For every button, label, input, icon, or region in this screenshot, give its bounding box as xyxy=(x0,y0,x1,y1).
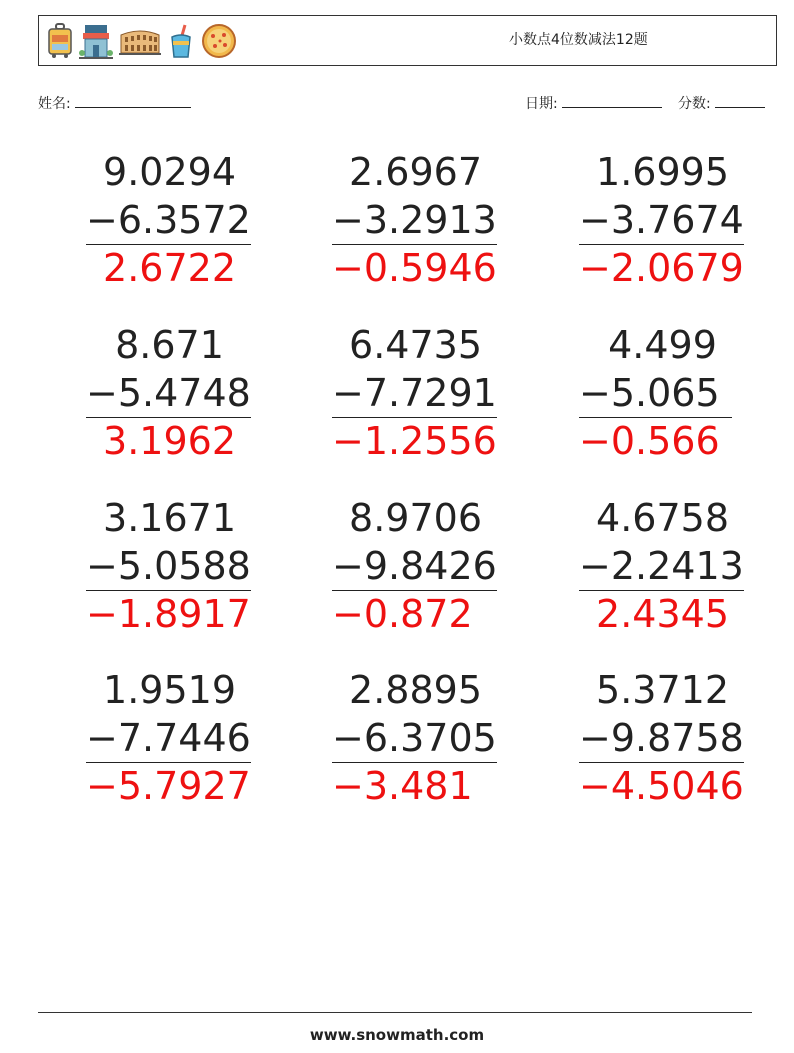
worksheet-title: 小数点4位数减法12题 xyxy=(509,32,648,48)
minuend: 5.3712 xyxy=(596,668,729,712)
minuend: 4.6758 xyxy=(596,496,729,540)
answer: 3.1962 xyxy=(103,419,236,463)
answer: −1.2556 xyxy=(332,419,497,463)
minuend: 2.6967 xyxy=(349,150,482,194)
shop-icon xyxy=(79,23,113,59)
problem-2 xyxy=(332,148,497,292)
answer: −2.0679 xyxy=(579,246,744,290)
subtrahend: −2.2413 xyxy=(579,542,744,591)
header-icons xyxy=(47,22,237,60)
date-label: 日期: xyxy=(525,96,558,112)
subtrahend: −6.3705 xyxy=(332,714,497,763)
subtrahend: −5.065 xyxy=(579,369,732,418)
subtrahend: −7.7291 xyxy=(332,369,497,418)
minuend: 6.4735 xyxy=(349,323,482,367)
name-label: 姓名: xyxy=(38,96,71,112)
minuend: 8.9706 xyxy=(349,496,482,540)
answer: −5.7927 xyxy=(86,764,251,808)
problem-12 xyxy=(579,666,744,810)
subtrahend: −5.4748 xyxy=(86,369,251,418)
date-field xyxy=(525,92,662,114)
problem-4 xyxy=(86,321,251,465)
footer-site: www.snowmath.com xyxy=(309,1026,485,1044)
colosseum-icon xyxy=(119,27,161,55)
answer: 2.6722 xyxy=(103,246,236,290)
date-line[interactable] xyxy=(562,92,662,108)
suitcase-icon xyxy=(47,23,73,59)
footer-divider xyxy=(38,1012,752,1013)
answer: −0.566 xyxy=(579,419,732,463)
minuend: 2.8895 xyxy=(349,668,482,712)
subtrahend: −5.0588 xyxy=(86,542,251,591)
problem-8 xyxy=(332,494,497,638)
subtrahend: −3.2913 xyxy=(332,196,497,245)
subtrahend: −3.7674 xyxy=(579,196,744,245)
problem-5 xyxy=(332,321,497,465)
problem-7 xyxy=(86,494,251,638)
minuend: 3.1671 xyxy=(103,496,236,540)
score-label: 分数: xyxy=(678,96,711,112)
subtrahend: −7.7446 xyxy=(86,714,251,763)
answer: −0.872 xyxy=(332,592,485,636)
score-field xyxy=(678,92,765,114)
worksheet-header xyxy=(38,15,777,66)
problem-9 xyxy=(579,494,744,638)
answer: −3.481 xyxy=(332,764,485,808)
minuend: 9.0294 xyxy=(103,150,236,194)
name-line[interactable] xyxy=(75,92,191,108)
minuend: 1.9519 xyxy=(103,668,236,712)
minuend: 1.6995 xyxy=(596,150,729,194)
problem-3 xyxy=(579,148,744,292)
minuend: 8.671 xyxy=(115,323,236,367)
score-line[interactable] xyxy=(715,92,765,108)
answer: −0.5946 xyxy=(332,246,497,290)
subtrahend: −6.3572 xyxy=(86,196,251,245)
problem-11 xyxy=(332,666,497,810)
name-field xyxy=(38,92,191,114)
problem-6 xyxy=(579,321,732,465)
subtrahend: −9.8426 xyxy=(332,542,497,591)
answer: −4.5046 xyxy=(579,764,744,808)
answer: −1.8917 xyxy=(86,592,251,636)
sand-bucket-icon xyxy=(167,23,195,59)
pizza-icon xyxy=(201,23,237,59)
problem-10 xyxy=(86,666,251,810)
minuend: 4.499 xyxy=(608,323,729,367)
answer: 2.4345 xyxy=(596,592,729,636)
problem-1 xyxy=(86,148,251,292)
subtrahend: −9.8758 xyxy=(579,714,744,763)
